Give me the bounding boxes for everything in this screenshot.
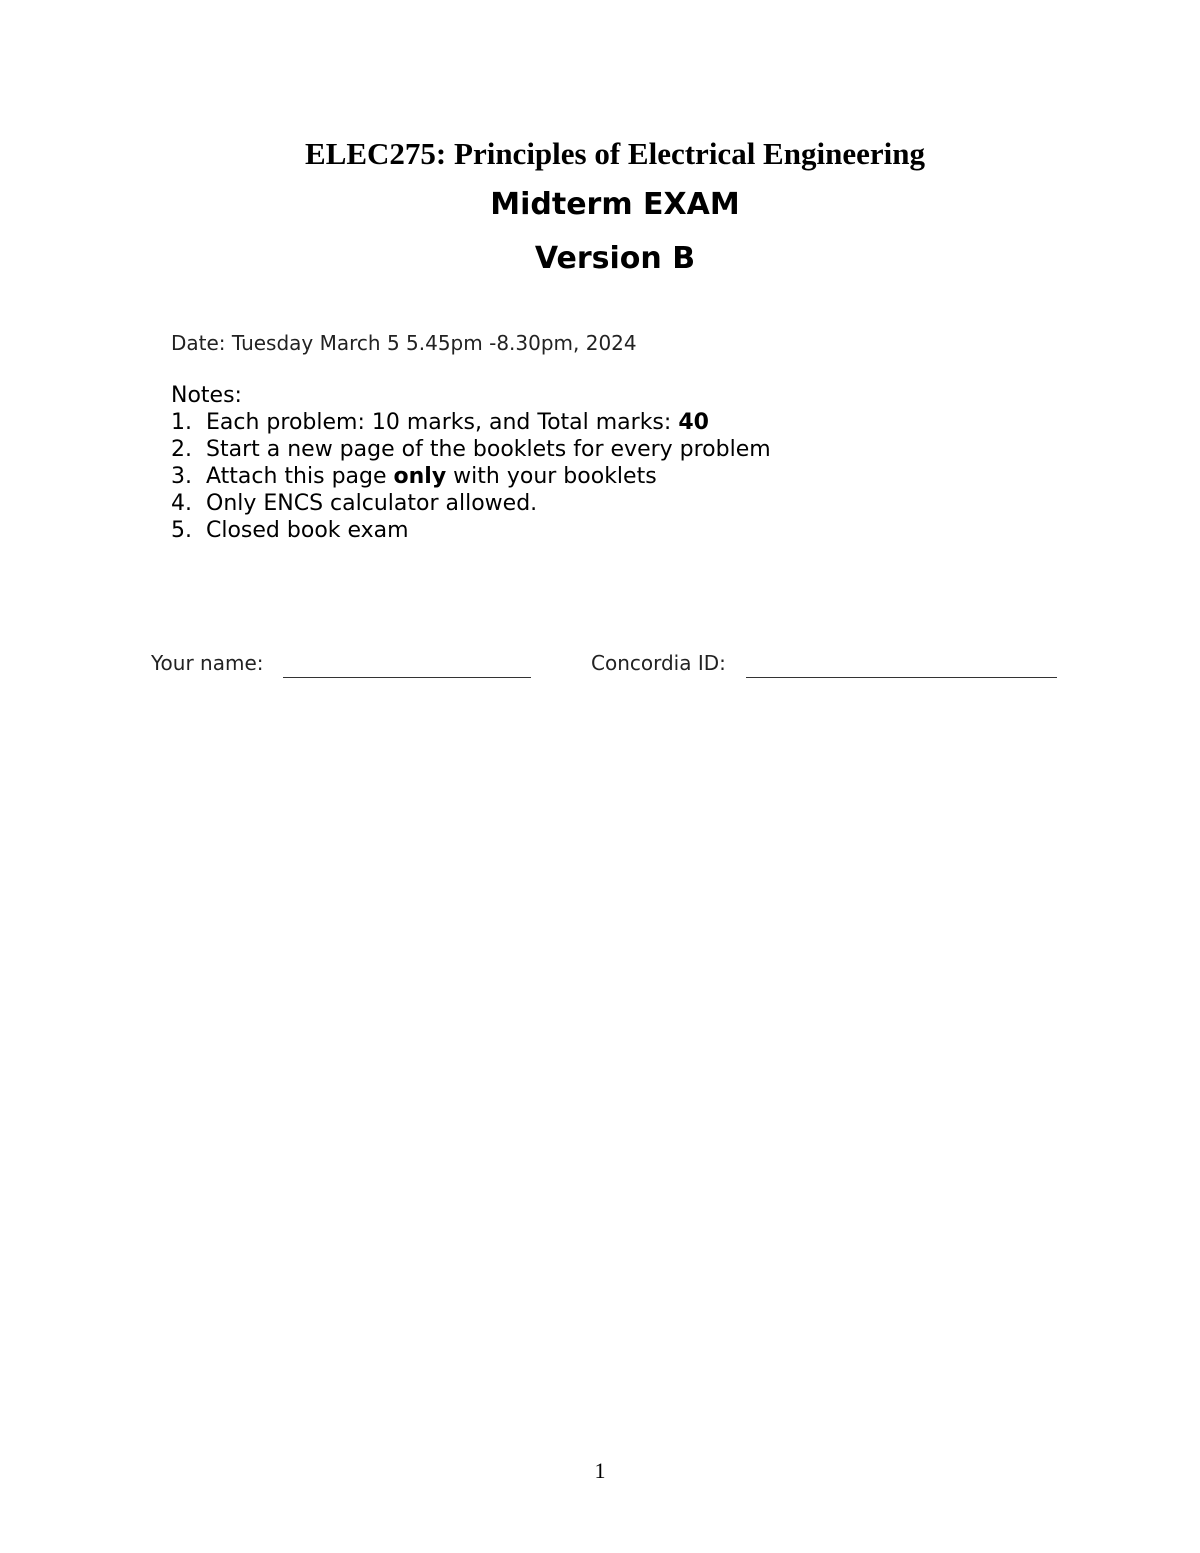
note-item xyxy=(171,490,771,517)
note-text: Only ENCS calculator allowed. xyxy=(206,491,538,516)
note-number: 5. xyxy=(171,518,192,543)
note-text: Each problem: 10 marks, and Total marks: xyxy=(206,410,679,435)
note-item xyxy=(171,436,771,463)
concordia-id-blank-line[interactable] xyxy=(746,677,1057,678)
note-text: Closed book exam xyxy=(206,518,409,543)
concordia-id-label: Concordia ID: xyxy=(591,651,726,675)
note-text-after: with your booklets xyxy=(446,464,657,489)
note-number: 1. xyxy=(171,410,192,435)
name-blank-line[interactable] xyxy=(283,677,531,678)
note-item xyxy=(171,517,771,544)
course-title: ELEC275: Principles of Electrical Engineering xyxy=(305,136,925,171)
note-text: Attach this page xyxy=(206,464,394,489)
exam-title: Midterm EXAM xyxy=(490,187,740,222)
note-item xyxy=(171,409,771,436)
name-label: Your name: xyxy=(151,651,264,675)
note-number: 4. xyxy=(171,491,192,516)
note-number: 3. xyxy=(171,464,192,489)
notes-heading: Notes: xyxy=(171,383,242,408)
note-emphasis: only xyxy=(393,464,447,489)
note-text: Start a new page of the booklets for every problem xyxy=(206,437,771,462)
note-item xyxy=(171,463,771,490)
notes-list xyxy=(171,409,771,544)
note-number: 2. xyxy=(171,437,192,462)
page-number: 1 xyxy=(594,1458,606,1483)
note-emphasis: 40 xyxy=(678,410,709,435)
exam-version: Version B xyxy=(534,241,696,276)
exam-date: Date: Tuesday March 5 5.45pm -8.30pm, 2024 xyxy=(171,331,637,355)
